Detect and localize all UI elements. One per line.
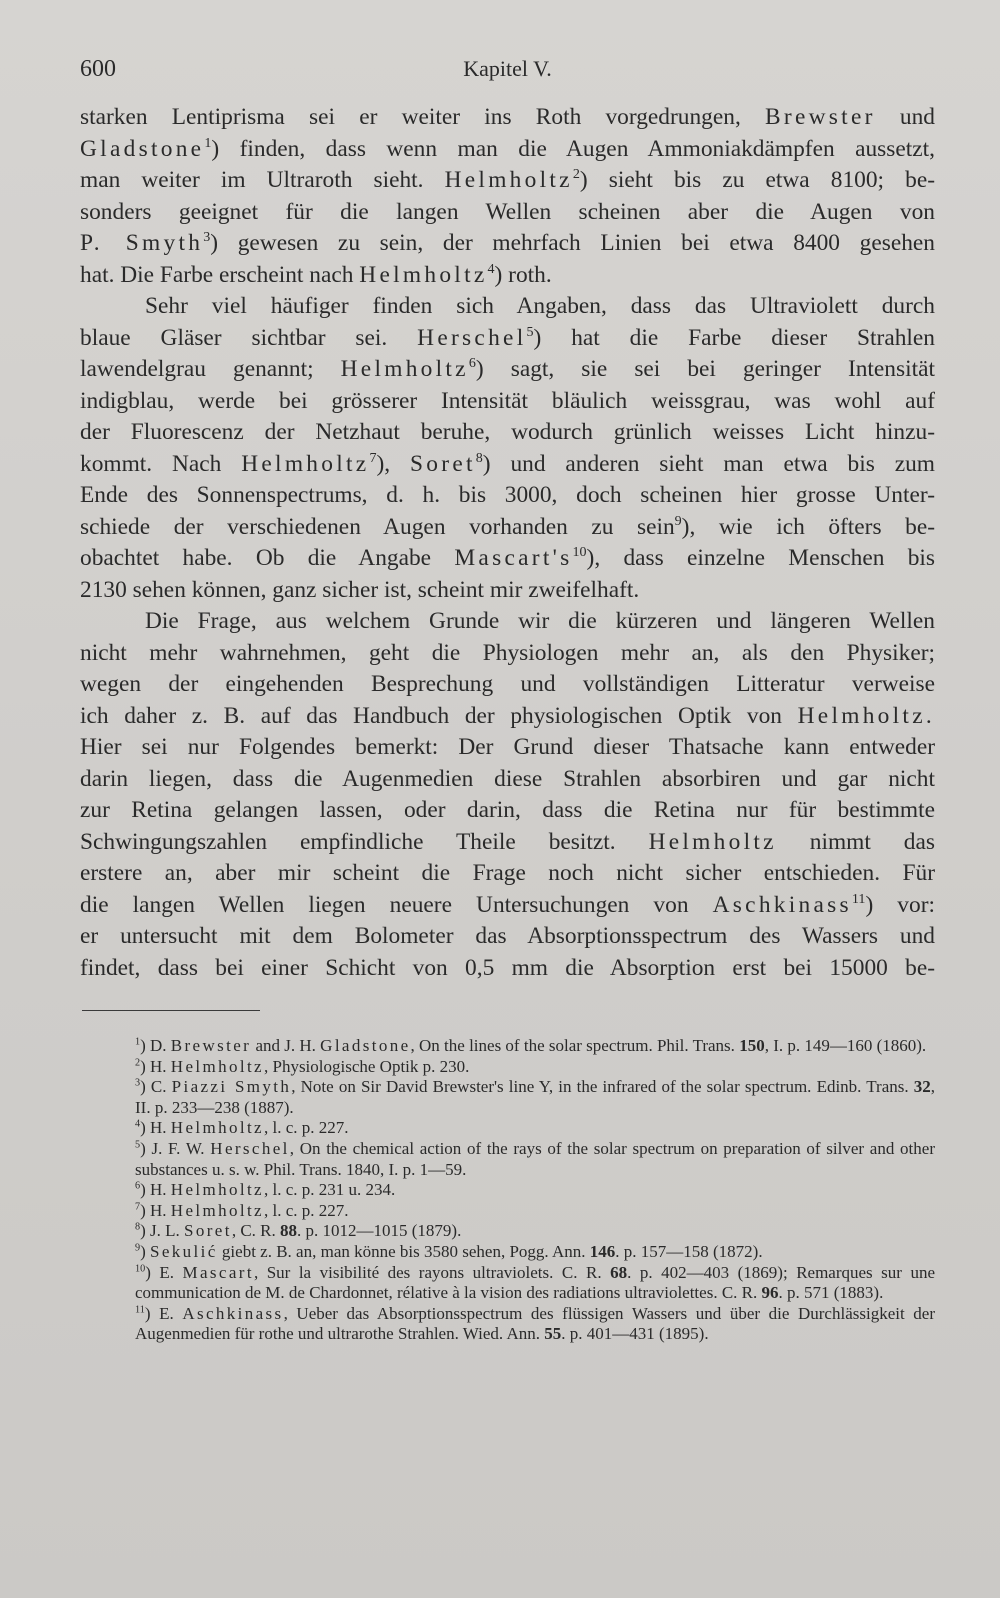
footnote-marker: 9	[674, 512, 682, 529]
spaced-name: Gladstone	[320, 1036, 411, 1055]
text-run: 2130 sehen können, ganz sicher ist, scheint mir zweifelhaft.	[80, 576, 640, 603]
text-run: giebt z. B. an, man könne bis 3580 sehen, Pogg. Ann.	[217, 1241, 590, 1261]
text-line	[80, 512, 935, 544]
text-run: Sehr viel häufiger finden sich Angaben, dass das Ultraviolett durch	[145, 293, 935, 319]
spaced-name: Helmholtz	[170, 1056, 264, 1076]
text-run: ) hat die Farbe dieser Strahlen	[533, 324, 935, 351]
footnotes	[80, 1036, 935, 1345]
text-run: blaue Gläser sichtbar sei.	[80, 324, 418, 351]
footnote	[80, 1077, 935, 1118]
footnote-marker: 10	[572, 543, 587, 560]
text-run: . p. 1012—1015 (1879).	[297, 1221, 462, 1241]
text-line	[80, 354, 935, 386]
footnote-marker: 5	[526, 323, 534, 340]
text-run: ) J. L.	[140, 1221, 185, 1241]
text-run: man weiter im Ultraroth sieht.	[80, 167, 445, 193]
page-number: 600	[80, 56, 116, 82]
text-run: ) H.	[140, 1056, 171, 1076]
text-run: , On the lines of the solar spectrum. Phil. Trans.	[410, 1036, 740, 1055]
footnote-marker: 2	[572, 165, 580, 182]
footnote-marker: 7	[135, 1201, 141, 1213]
footnote-marker: 11	[135, 1304, 145, 1316]
text-run: kommt. Nach	[80, 450, 242, 477]
text-line	[80, 795, 935, 827]
text-run: schiede der verschiedenen Augen vorhanden zu sein	[80, 513, 675, 540]
text-line	[80, 701, 935, 733]
footnote-marker: 1	[204, 134, 212, 151]
text-line	[80, 890, 935, 922]
spaced-name: Piazzi Smyth	[171, 1077, 292, 1097]
text-line	[80, 291, 935, 323]
text-line	[80, 827, 935, 859]
text-run: er untersucht mit dem Bolometer das Absorptionsspectrum des Wassers und	[80, 923, 935, 949]
volume-number: 96	[761, 1283, 779, 1303]
footnote-marker: 3	[203, 228, 211, 245]
footnote-text	[80, 1057, 935, 1078]
footnote	[80, 1242, 935, 1263]
text-run: ) E.	[144, 1303, 183, 1323]
footnote	[80, 1304, 935, 1345]
spaced-name: Gladstone	[80, 135, 205, 162]
text-run: , Note on Sir David Brewster's line Y, in the infrared of the solar spectrum. Edinb. Trans.	[291, 1077, 914, 1097]
volume-number: 55	[544, 1324, 562, 1344]
text-run: obachtet habe. Ob die Angabe	[80, 545, 455, 571]
spaced-name: Aschkinass	[182, 1303, 284, 1323]
volume-number: 68	[610, 1262, 628, 1282]
text-line	[80, 480, 935, 512]
volume-number: 146	[589, 1241, 616, 1261]
footnote-marker: 10	[135, 1262, 146, 1274]
footnote-marker: 1	[135, 1036, 141, 1048]
text-run: , l. c. p. 231 u. 234.	[263, 1180, 396, 1200]
spaced-name: Helmholtz	[170, 1180, 264, 1200]
text-run: nicht mehr wahrnehmen, geht die Physiologen mehr an, als den Physiker;	[80, 639, 935, 666]
text-run: ) sagt, sie sei bei geringer Intensität	[475, 356, 935, 382]
text-run: ) sieht bis zu etwa 8100; be-	[579, 167, 935, 193]
text-run: , I. p. 149—160 (1860).	[764, 1036, 927, 1055]
text-run: die langen Wellen liegen neuere Untersuchungen von	[80, 891, 713, 918]
text-run: erstere an, aber mir scheint die Frage noch nicht sicher entschieden. Für	[80, 860, 935, 886]
text-run: . p. 402—403 (1869); Remarques sur une communication de M. de Chardonnet, rélative à la vision des radiations ultraviolettes. C. R.	[135, 1262, 936, 1303]
spaced-name: P. Smyth	[80, 230, 204, 256]
text-run: , l. c. p. 227.	[263, 1200, 349, 1220]
spaced-name: Mascart's	[454, 545, 573, 571]
footnote-text	[80, 1180, 935, 1201]
text-line	[80, 323, 935, 355]
text-run: Die Frage, aus welchem Grunde wir die kürzeren und längeren Wellen	[145, 608, 935, 634]
text-run: ), wie ich öfters be-	[681, 513, 935, 540]
text-run: ),	[376, 450, 410, 477]
spaced-name: Herschel	[210, 1138, 290, 1158]
text-run: Schwingungszahlen empfindliche Theile besitzt.	[80, 828, 649, 855]
footnote-text	[80, 1201, 935, 1222]
footnote-marker: 9	[135, 1242, 141, 1254]
spaced-name: Helmholtz	[340, 356, 469, 382]
text-run: )	[140, 1241, 151, 1261]
text-line	[80, 732, 935, 764]
spaced-name: Helmholtz	[648, 828, 777, 855]
footnote-text	[80, 1263, 935, 1304]
text-run: sonders geeignet für die langen Wellen scheinen aber die Augen von	[80, 198, 935, 225]
footnote-marker: 2	[135, 1056, 141, 1068]
footnote-marker: 4	[487, 260, 495, 277]
text-run: ) und anderen sieht man etwa bis zum	[482, 450, 935, 477]
text-run: nimmt das	[776, 828, 935, 855]
text-run: and J. H.	[251, 1036, 321, 1055]
text-run: findet, dass bei einer Schicht von 0,5 mm die Absorption erst bei 15000 be-	[80, 954, 935, 981]
text-run: , On the chemical action of the rays of the solar spectrum on preparation of silver and other substances u. s. w. Phil. Trans. 1840, I. p. 1—59.	[135, 1138, 935, 1179]
spaced-name: Brewster	[170, 1036, 252, 1055]
spaced-name: Helmholtz	[170, 1118, 264, 1138]
footnote-text	[80, 1077, 935, 1118]
text-line	[80, 228, 935, 260]
text-run: . p. 157—158 (1872).	[615, 1241, 763, 1261]
text-run: ), dass einzelne Menschen bis	[586, 545, 935, 571]
spaced-name: Mascart	[182, 1262, 254, 1282]
footnote	[80, 1057, 935, 1078]
text-run: , Physiologische Optik p. 230.	[263, 1056, 470, 1076]
text-run: der Fluorescenz der Netzhaut beruhe, wodurch grünlich weisses Licht hinzu-	[80, 419, 935, 445]
spaced-name: Brewster	[765, 104, 876, 130]
text-run: ) D.	[140, 1036, 171, 1055]
spaced-name: Sekulić	[150, 1241, 218, 1261]
footnote-marker: 11	[851, 890, 866, 907]
text-run: ) finden, dass wenn man die Augen Ammoniakdämpfen aussetzt,	[211, 135, 935, 162]
text-line	[80, 134, 935, 166]
text-run: . p. 571 (1883).	[778, 1283, 884, 1303]
text-run: und	[875, 104, 935, 130]
text-run: ) E.	[145, 1262, 183, 1282]
footnote	[80, 1263, 935, 1304]
text-run: hat. Die Farbe erscheint nach	[80, 261, 360, 288]
spaced-name: Soret	[184, 1221, 232, 1241]
text-run: , C. R.	[231, 1221, 280, 1241]
footnote	[80, 1180, 935, 1201]
text-run: ) C.	[140, 1077, 172, 1097]
spaced-name: Helmholtz	[444, 167, 573, 193]
text-run: ) roth.	[494, 261, 552, 288]
footnote-marker: 5	[135, 1139, 141, 1151]
footnote	[80, 1118, 935, 1139]
text-run: darin liegen, dass die Augenmedien diese Strahlen absorbiren und gar nicht	[80, 765, 935, 792]
text-run: , Sur la visibilité des rayons ultraviolets. C. R.	[253, 1262, 611, 1282]
text-line	[80, 606, 935, 638]
footnote-text	[80, 1118, 935, 1139]
text-run: zur Retina gelangen lassen, oder darin, dass die Retina nur für bestimmte	[80, 797, 935, 823]
footnote-rule	[82, 1010, 260, 1011]
footnote-marker: 8	[135, 1221, 141, 1233]
spaced-name: Helmholtz	[241, 450, 370, 477]
text-run: indigblau, werde bei grösserer Intensität bläulich weissgrau, was wohl auf	[80, 387, 935, 414]
text-line	[80, 386, 935, 418]
text-run: , l. c. p. 227.	[263, 1118, 349, 1138]
spaced-name: Helmholtz.	[797, 702, 935, 729]
spaced-name: Soret	[410, 450, 476, 477]
text-run: wegen der eingehenden Besprechung und vollständigen Litteratur verweise	[80, 671, 935, 697]
text-line	[80, 575, 935, 607]
footnote-text	[80, 1304, 935, 1345]
footnote-marker: 4	[135, 1118, 141, 1130]
footnote-marker: 6	[468, 354, 476, 371]
text-run: . p. 401—431 (1895).	[561, 1324, 709, 1344]
text-run: ) gewesen zu sein, der mehrfach Linien bei etwa 8400 gesehen	[210, 230, 935, 256]
text-run: ) H.	[140, 1118, 171, 1138]
spaced-name: Helmholtz	[170, 1200, 264, 1220]
footnote-marker: 8	[475, 449, 483, 466]
text-run: Hier sei nur Folgendes bemerkt: Der Grund dieser Thatsache kann entweder	[80, 734, 935, 760]
running-head: Kapitel V.	[463, 56, 552, 81]
text-run: ) vor:	[865, 891, 935, 918]
text-run: ) H.	[140, 1180, 171, 1200]
text-line	[80, 449, 935, 481]
text-line	[80, 858, 935, 890]
volume-number: 150	[739, 1036, 765, 1055]
text-line	[80, 764, 935, 796]
footnote-marker: 7	[369, 449, 377, 466]
volume-number: 32	[913, 1077, 931, 1097]
spaced-name: Helmholtz	[359, 261, 488, 288]
footnote-text	[80, 1221, 935, 1242]
footnote-marker: 6	[135, 1180, 141, 1192]
text-run: , Ueber das Absorptionsspectrum des flüssigen Wassers und über die Durchlässigkeit der Augenmedien für rothe und ultrarothe Strahlen. Wied. Ann.	[135, 1303, 935, 1344]
footnote	[80, 1221, 935, 1242]
text-line	[80, 921, 935, 953]
text-run: lawendelgrau genannt;	[80, 356, 341, 382]
footnote-text	[80, 1036, 935, 1057]
footnote	[80, 1201, 935, 1222]
text-run: , II. p. 233—238 (1887).	[135, 1077, 935, 1117]
text-line	[80, 669, 935, 701]
text-line	[80, 417, 935, 449]
text-run: ) J. F. W.	[140, 1138, 211, 1158]
footnote-marker: 3	[135, 1077, 141, 1089]
text-run: ich daher z. B. auf das Handbuch der physiologischen Optik von	[80, 702, 798, 729]
spaced-name: Herschel	[417, 324, 527, 351]
text-run: starken Lentiprisma sei er weiter ins Roth vorgedrungen,	[80, 104, 766, 130]
footnote-text	[80, 1242, 935, 1263]
text-line	[80, 197, 935, 229]
text-line	[80, 260, 935, 292]
text-run: ) H.	[140, 1200, 171, 1220]
footnote-text	[80, 1139, 935, 1180]
text-line	[80, 543, 935, 575]
text-line	[80, 102, 935, 134]
body-text	[80, 102, 935, 984]
text-line	[80, 953, 935, 985]
text-line	[80, 165, 935, 197]
page-header	[80, 56, 935, 92]
footnote	[80, 1139, 935, 1180]
spaced-name: Aschkinass	[712, 891, 852, 918]
text-line	[80, 638, 935, 670]
footnote	[80, 1036, 935, 1057]
volume-number: 88	[280, 1221, 297, 1241]
text-run: Ende des Sonnenspectrums, d. h. bis 3000, doch scheinen hier grosse Unter-	[80, 482, 935, 508]
